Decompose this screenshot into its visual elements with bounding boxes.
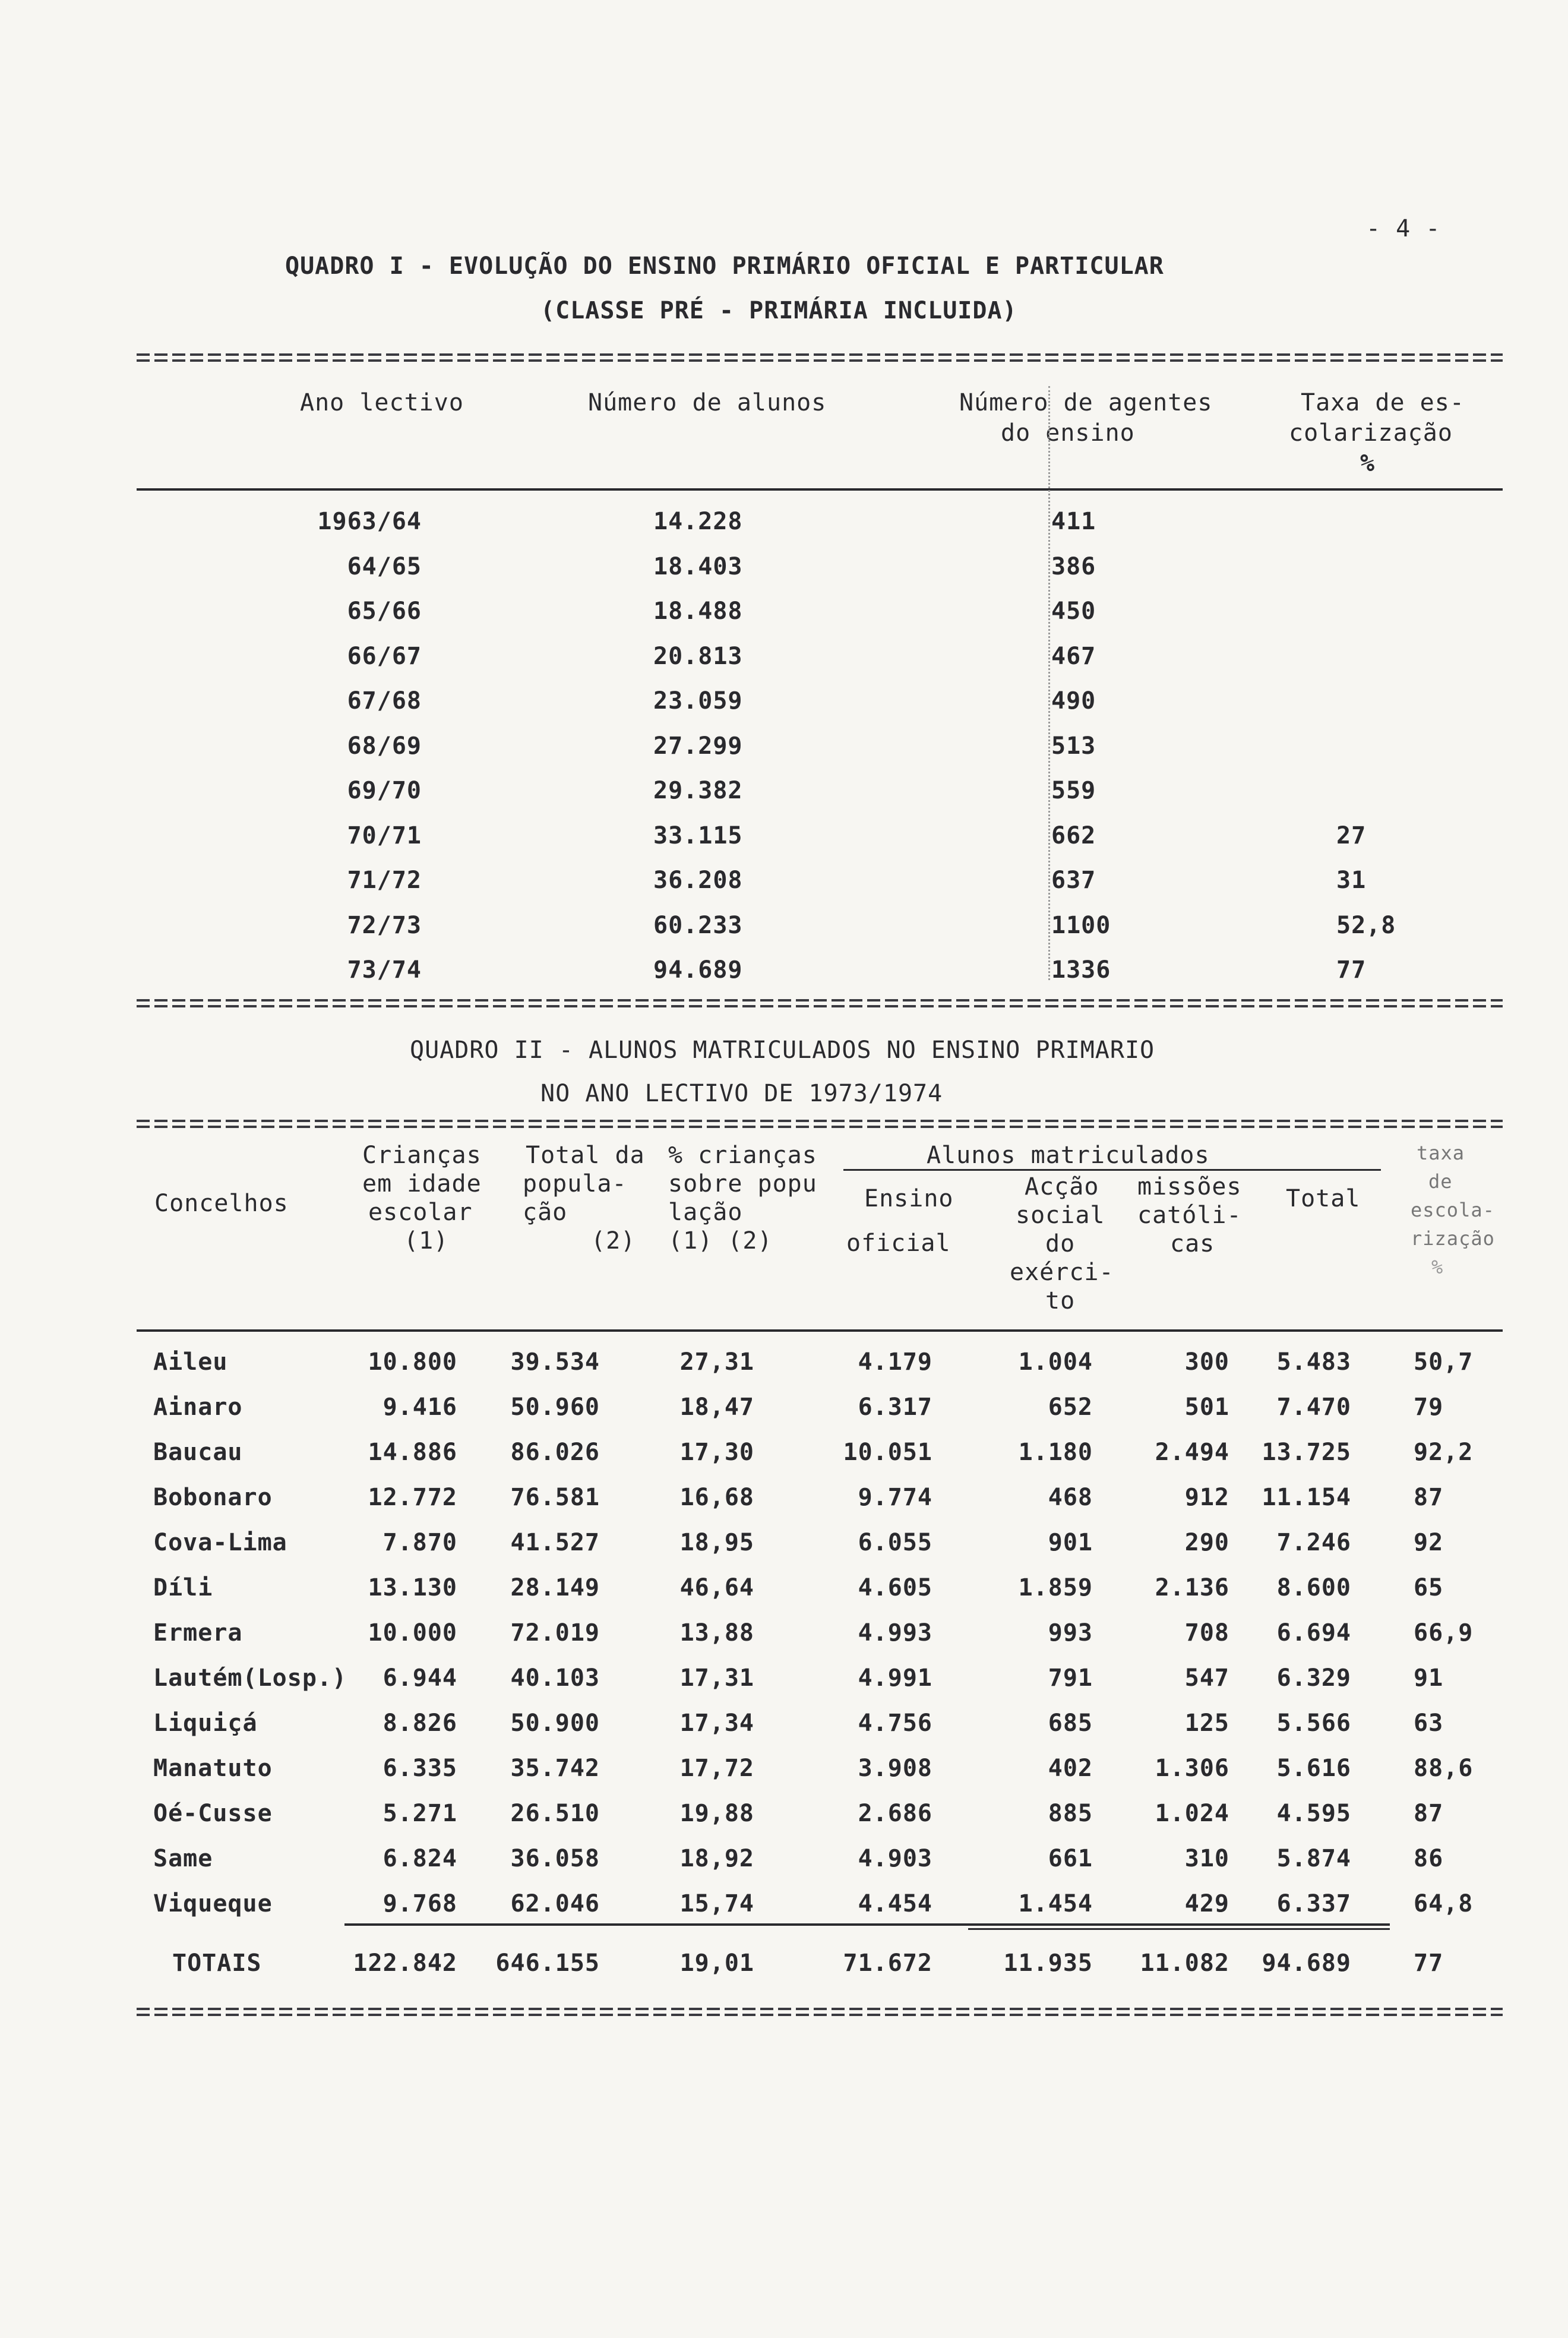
total-criancas: 122.842 xyxy=(353,1950,457,1977)
cell-accao: 468 xyxy=(1048,1484,1093,1511)
cell-pop: 86.026 xyxy=(510,1439,600,1466)
cell-taxa: 92 xyxy=(1414,1529,1444,1556)
cell-accao: 993 xyxy=(1048,1619,1093,1647)
cell-total: 5.616 xyxy=(1276,1755,1351,1782)
cell-criancas: 7.870 xyxy=(382,1529,457,1556)
cell-pct: 19,88 xyxy=(679,1800,754,1827)
cell-total: 13.725 xyxy=(1262,1439,1351,1466)
cell-accao: 1.180 xyxy=(1018,1439,1093,1466)
cell-oficial: 4.605 xyxy=(858,1574,932,1601)
cell-missoes: 912 xyxy=(1184,1484,1229,1511)
cell-alunos: 20.813 xyxy=(653,642,743,670)
cell-pct: 16,68 xyxy=(679,1484,754,1511)
header-taxa-3: escola- xyxy=(1411,1199,1495,1221)
cell-pop: 41.527 xyxy=(510,1529,600,1556)
double-rule xyxy=(137,1120,1503,1128)
cell-oficial: 6.055 xyxy=(858,1529,932,1556)
header-rule xyxy=(137,488,1503,491)
header-missoes-1: missões xyxy=(1137,1173,1242,1200)
cell-ano: 71/72 xyxy=(347,867,422,894)
total-accao: 11.935 xyxy=(1003,1950,1093,1977)
cell-criancas: 10.800 xyxy=(368,1348,457,1376)
header-missoes-2: católi- xyxy=(1137,1202,1242,1229)
cell-ano: 68/69 xyxy=(347,732,422,760)
total-missoes: 11.082 xyxy=(1140,1950,1229,1977)
cell-missoes: 1.306 xyxy=(1155,1755,1229,1782)
cell-alunos: 94.689 xyxy=(653,956,743,984)
header-ensino-1: Ensino xyxy=(864,1185,954,1212)
header-agentes-line2: do ensino xyxy=(1001,419,1135,447)
cell-accao: 402 xyxy=(1048,1755,1093,1782)
header-ensino-2: oficial xyxy=(846,1230,951,1257)
cell-missoes: 2.494 xyxy=(1155,1439,1229,1466)
header-taxa-line1: Taxa de es- xyxy=(1301,389,1465,416)
cell-oficial: 4.756 xyxy=(858,1710,932,1737)
cell-agentes: 467 xyxy=(1051,642,1096,670)
cell-criancas: 10.000 xyxy=(368,1619,457,1647)
cell-nome: Aileu xyxy=(153,1348,228,1376)
cell-alunos: 33.115 xyxy=(653,822,743,849)
cell-nome: Díli xyxy=(153,1574,213,1601)
cell-taxa: 88,6 xyxy=(1414,1755,1474,1782)
cell-agentes: 513 xyxy=(1051,732,1096,760)
header-criancas-3: escolar xyxy=(368,1199,473,1226)
cell-total: 8.600 xyxy=(1276,1574,1351,1601)
cell-pct: 17,72 xyxy=(679,1755,754,1782)
cell-agentes: 1100 xyxy=(1051,911,1111,939)
cell-missoes: 429 xyxy=(1184,1890,1229,1917)
cell-nome: Cova-Lima xyxy=(153,1529,287,1556)
group-rule xyxy=(843,1169,1381,1171)
cell-pct: 18,95 xyxy=(679,1529,754,1556)
cell-taxa: 63 xyxy=(1414,1710,1444,1737)
cell-nome: Bobonaro xyxy=(153,1484,273,1511)
cell-accao: 652 xyxy=(1048,1394,1093,1421)
cell-criancas: 6.824 xyxy=(382,1845,457,1872)
total-taxa: 77 xyxy=(1414,1950,1444,1977)
cell-accao: 901 xyxy=(1048,1529,1093,1556)
cell-total: 5.483 xyxy=(1276,1348,1351,1376)
cell-pct: 15,74 xyxy=(679,1890,754,1917)
cell-pop: 72.019 xyxy=(510,1619,600,1647)
cell-ano: 67/68 xyxy=(347,687,422,715)
cell-accao: 661 xyxy=(1048,1845,1093,1872)
header-criancas-2: em idade xyxy=(362,1170,482,1198)
quadro-2-subtitle: NO ANO LECTIVO DE 1973/1974 xyxy=(540,1080,943,1107)
total-pct: 19,01 xyxy=(679,1950,754,1977)
header-total-pop-3: ção xyxy=(523,1199,568,1226)
cell-agentes: 386 xyxy=(1051,552,1096,580)
cell-nome: Viqueque xyxy=(153,1890,273,1917)
cell-pop: 40.103 xyxy=(510,1664,600,1692)
cell-taxa: 92,2 xyxy=(1414,1439,1474,1466)
cell-oficial: 4.454 xyxy=(858,1890,932,1917)
cell-pct: 18,92 xyxy=(679,1845,754,1872)
cell-taxa: 86 xyxy=(1414,1845,1444,1872)
header-pct-2: sobre popu xyxy=(668,1170,817,1198)
cell-criancas: 8.826 xyxy=(382,1710,457,1737)
cell-pop: 35.742 xyxy=(510,1755,600,1782)
header-accao-3: do xyxy=(1045,1230,1076,1258)
cell-pop: 50.960 xyxy=(510,1394,600,1421)
cell-missoes: 2.136 xyxy=(1155,1574,1229,1601)
cell-pop: 26.510 xyxy=(510,1800,600,1827)
cell-total: 5.874 xyxy=(1276,1845,1351,1872)
cell-oficial: 9.774 xyxy=(858,1484,932,1511)
header-accao-4: exérci- xyxy=(1010,1259,1114,1286)
header-total-pop-1: Total da xyxy=(526,1142,645,1169)
cell-pct: 18,47 xyxy=(679,1394,754,1421)
cell-taxa: 79 xyxy=(1414,1394,1444,1421)
cell-taxa: 91 xyxy=(1414,1664,1444,1692)
header-pct-3: lação xyxy=(668,1199,743,1226)
cell-nome: Baucau xyxy=(153,1439,243,1466)
cell-oficial: 10.051 xyxy=(843,1439,932,1466)
cell-total: 7.246 xyxy=(1276,1529,1351,1556)
cell-accao: 685 xyxy=(1048,1710,1093,1737)
header-taxa-1: taxa xyxy=(1417,1142,1465,1164)
cell-accao: 791 xyxy=(1048,1664,1093,1692)
total-total: 94.689 xyxy=(1262,1950,1351,1977)
total-pop: 646.155 xyxy=(495,1950,600,1977)
header-agentes-line1: Número de agentes xyxy=(959,389,1213,416)
cell-taxa: 87 xyxy=(1414,1484,1444,1511)
header-taxa-4: rização xyxy=(1411,1227,1495,1250)
header-total-pop-2: popula- xyxy=(523,1170,627,1198)
cell-agentes: 662 xyxy=(1051,822,1096,849)
quadro-1-subtitle: (CLASSE PRÉ - PRIMÁRIA INCLUIDA) xyxy=(540,297,1017,324)
cell-pct: 46,64 xyxy=(679,1574,754,1601)
header-rule xyxy=(137,1329,1503,1332)
double-rule xyxy=(137,2008,1503,2016)
cell-pct: 17,31 xyxy=(679,1664,754,1692)
cell-nome: Lautém(Losp.) xyxy=(153,1664,347,1692)
cell-total: 5.566 xyxy=(1276,1710,1351,1737)
cell-missoes: 310 xyxy=(1184,1845,1229,1872)
cell-agentes: 559 xyxy=(1051,777,1096,804)
cell-taxa: 87 xyxy=(1414,1800,1444,1827)
sum-rule xyxy=(344,1923,1390,1926)
cell-criancas: 5.271 xyxy=(382,1800,457,1827)
cell-criancas: 14.886 xyxy=(368,1439,457,1466)
header-pct-4: (1) (2) xyxy=(668,1227,773,1255)
cell-pop: 39.534 xyxy=(510,1348,600,1376)
cell-agentes: 637 xyxy=(1051,867,1096,894)
cell-accao: 1.859 xyxy=(1018,1574,1093,1601)
cell-missoes: 290 xyxy=(1184,1529,1229,1556)
header-numero-alunos: Número de alunos xyxy=(588,389,827,416)
header-taxa-5: % xyxy=(1431,1256,1444,1278)
cell-missoes: 501 xyxy=(1184,1394,1229,1421)
quadro-1-title: QUADRO I - EVOLUÇÃO DO ENSINO PRIMÁRIO OFICIAL E PARTICULAR xyxy=(285,252,1164,280)
header-criancas-4: (1) xyxy=(404,1227,449,1255)
cell-oficial: 4.179 xyxy=(858,1348,932,1376)
cell-total: 11.154 xyxy=(1262,1484,1351,1511)
header-total-pop-4: (2) xyxy=(591,1227,636,1255)
cell-agentes: 490 xyxy=(1051,687,1096,715)
header-pct-1: % crianças xyxy=(668,1142,817,1169)
cell-pct: 13,88 xyxy=(679,1619,754,1647)
header-total: Total xyxy=(1286,1185,1361,1212)
cell-accao: 1.004 xyxy=(1018,1348,1093,1376)
cell-taxa: 52,8 xyxy=(1336,911,1396,939)
cell-missoes: 708 xyxy=(1184,1619,1229,1647)
cell-ano: 72/73 xyxy=(347,911,422,939)
cell-taxa: 77 xyxy=(1336,956,1367,984)
header-taxa-line2: colarização xyxy=(1289,419,1453,447)
header-taxa-2: de xyxy=(1428,1170,1453,1193)
header-taxa-percent: % xyxy=(1360,450,1376,477)
cell-oficial: 2.686 xyxy=(858,1800,932,1827)
cell-alunos: 36.208 xyxy=(653,867,743,894)
cell-taxa: 66,9 xyxy=(1414,1619,1474,1647)
cell-missoes: 125 xyxy=(1184,1710,1229,1737)
cell-accao: 1.454 xyxy=(1018,1890,1093,1917)
cell-criancas: 6.335 xyxy=(382,1755,457,1782)
double-rule xyxy=(137,999,1503,1007)
cell-pop: 50.900 xyxy=(510,1710,600,1737)
header-criancas-1: Crianças xyxy=(362,1142,482,1169)
cell-ano: 1963/64 xyxy=(317,508,422,535)
total-oficial: 71.672 xyxy=(843,1950,932,1977)
cell-ano: 65/66 xyxy=(347,598,422,625)
cell-oficial: 6.317 xyxy=(858,1394,932,1421)
quadro-2-title: QUADRO II - ALUNOS MATRICULADOS NO ENSINO PRIMARIO xyxy=(410,1037,1155,1064)
cell-agentes: 450 xyxy=(1051,598,1096,625)
cell-pop: 62.046 xyxy=(510,1890,600,1917)
header-accao-2: social xyxy=(1016,1202,1105,1229)
header-missoes-3: cas xyxy=(1170,1230,1215,1258)
header-ano-lectivo: Ano lectivo xyxy=(300,389,464,416)
cell-ano: 73/74 xyxy=(347,956,422,984)
cell-total: 6.694 xyxy=(1276,1619,1351,1647)
double-rule xyxy=(137,353,1503,362)
cell-alunos: 18.488 xyxy=(653,598,743,625)
cell-pct: 17,30 xyxy=(679,1439,754,1466)
cell-criancas: 9.768 xyxy=(382,1890,457,1917)
cell-taxa: 64,8 xyxy=(1414,1890,1474,1917)
cell-taxa: 31 xyxy=(1336,867,1367,894)
cell-oficial: 3.908 xyxy=(858,1755,932,1782)
cell-missoes: 547 xyxy=(1184,1664,1229,1692)
cell-alunos: 60.233 xyxy=(653,911,743,939)
cell-alunos: 14.228 xyxy=(653,508,743,535)
cell-agentes: 411 xyxy=(1051,508,1096,535)
cell-total: 7.470 xyxy=(1276,1394,1351,1421)
cell-alunos: 18.403 xyxy=(653,552,743,580)
cell-total: 4.595 xyxy=(1276,1800,1351,1827)
total-nome: TOTAIS xyxy=(172,1950,262,1977)
cell-missoes: 1.024 xyxy=(1155,1800,1229,1827)
header-accao-5: to xyxy=(1045,1287,1076,1315)
cell-criancas: 13.130 xyxy=(368,1574,457,1601)
cell-alunos: 27.299 xyxy=(653,732,743,760)
cell-nome: Oé-Cusse xyxy=(153,1800,273,1827)
cell-taxa: 27 xyxy=(1336,822,1367,849)
cell-accao: 885 xyxy=(1048,1800,1093,1827)
cell-ano: 66/67 xyxy=(347,642,422,670)
cell-pct: 17,34 xyxy=(679,1710,754,1737)
cell-criancas: 12.772 xyxy=(368,1484,457,1511)
cell-ano: 69/70 xyxy=(347,777,422,804)
cell-criancas: 9.416 xyxy=(382,1394,457,1421)
cell-alunos: 29.382 xyxy=(653,777,743,804)
cell-pop: 28.149 xyxy=(510,1574,600,1601)
cell-nome: Ermera xyxy=(153,1619,243,1647)
cell-oficial: 4.991 xyxy=(858,1664,932,1692)
header-accao-1: Acção xyxy=(1025,1173,1099,1200)
header-concelhos: Concelhos xyxy=(154,1190,289,1217)
cell-criancas: 6.944 xyxy=(382,1664,457,1692)
cell-nome: Same xyxy=(153,1845,213,1872)
cell-nome: Ainaro xyxy=(153,1394,243,1421)
cell-total: 6.329 xyxy=(1276,1664,1351,1692)
cell-pct: 27,31 xyxy=(679,1348,754,1376)
header-alunos-matriculados: Alunos matriculados xyxy=(927,1142,1210,1169)
cell-nome: Liquiçá xyxy=(153,1710,258,1737)
cell-pop: 36.058 xyxy=(510,1845,600,1872)
cell-alunos: 23.059 xyxy=(653,687,743,715)
cell-agentes: 1336 xyxy=(1051,956,1111,984)
cell-pop: 76.581 xyxy=(510,1484,600,1511)
cell-total: 6.337 xyxy=(1276,1890,1351,1917)
cell-oficial: 4.993 xyxy=(858,1619,932,1647)
cell-taxa: 65 xyxy=(1414,1574,1444,1601)
cell-nome: Manatuto xyxy=(153,1755,273,1782)
page-number: - 4 - xyxy=(1366,215,1441,242)
cell-taxa: 50,7 xyxy=(1414,1348,1474,1376)
cell-ano: 64/65 xyxy=(347,552,422,580)
sum-rule-2 xyxy=(968,1928,1390,1930)
cell-missoes: 300 xyxy=(1184,1348,1229,1376)
cell-oficial: 4.903 xyxy=(858,1845,932,1872)
cell-ano: 70/71 xyxy=(347,822,422,849)
fold-line xyxy=(1048,386,1050,980)
